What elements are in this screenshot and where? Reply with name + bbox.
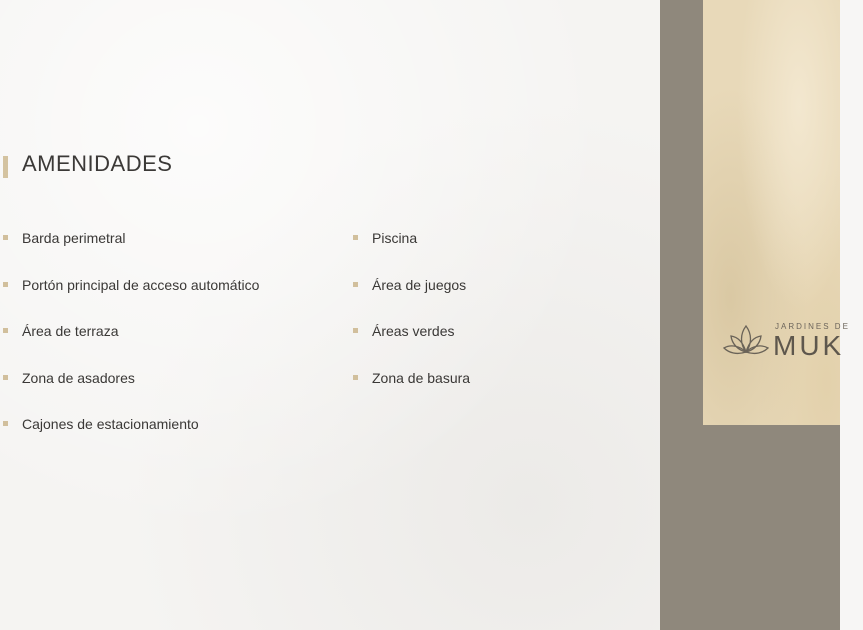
list-item-label: Área de juegos — [372, 276, 467, 293]
page-title: AMENIDADES — [22, 151, 173, 176]
title-accent-bar — [3, 156, 8, 178]
list-item — [0, 321, 259, 368]
square-bullet-icon — [353, 375, 358, 380]
logo-name: MUK — [773, 330, 845, 361]
list-item-label: Áreas verdes — [372, 323, 455, 340]
list-item — [0, 368, 259, 415]
list-item-label: Zona de basura — [372, 369, 471, 386]
list-item-label: Zona de asadores — [22, 369, 135, 386]
square-bullet-icon — [353, 328, 358, 333]
amenities-list-left — [0, 228, 259, 461]
logo-subtitle: JARDINES DE — [775, 322, 850, 331]
square-bullet-icon — [3, 375, 8, 380]
square-bullet-icon — [3, 328, 8, 333]
brand-logo — [723, 320, 863, 365]
list-item — [350, 228, 470, 275]
list-item-label: Piscina — [372, 230, 418, 246]
list-item — [0, 228, 259, 275]
square-bullet-icon — [353, 235, 358, 240]
list-item — [350, 368, 470, 415]
list-item-label: Barda perimetral — [22, 230, 126, 246]
square-bullet-icon — [353, 282, 358, 287]
list-item-label: Área de terraza — [22, 323, 119, 340]
list-item — [350, 321, 470, 368]
list-item — [0, 414, 259, 461]
square-bullet-icon — [3, 282, 8, 287]
list-item — [0, 275, 259, 322]
square-bullet-icon — [3, 235, 8, 240]
amenities-list-right — [350, 228, 470, 414]
list-item — [350, 275, 470, 322]
square-bullet-icon — [3, 421, 8, 426]
lotus-icon — [723, 322, 769, 360]
list-item-label: Portón principal de acceso automático — [22, 276, 260, 293]
list-item-label: Cajones de estacionamiento — [22, 416, 199, 433]
